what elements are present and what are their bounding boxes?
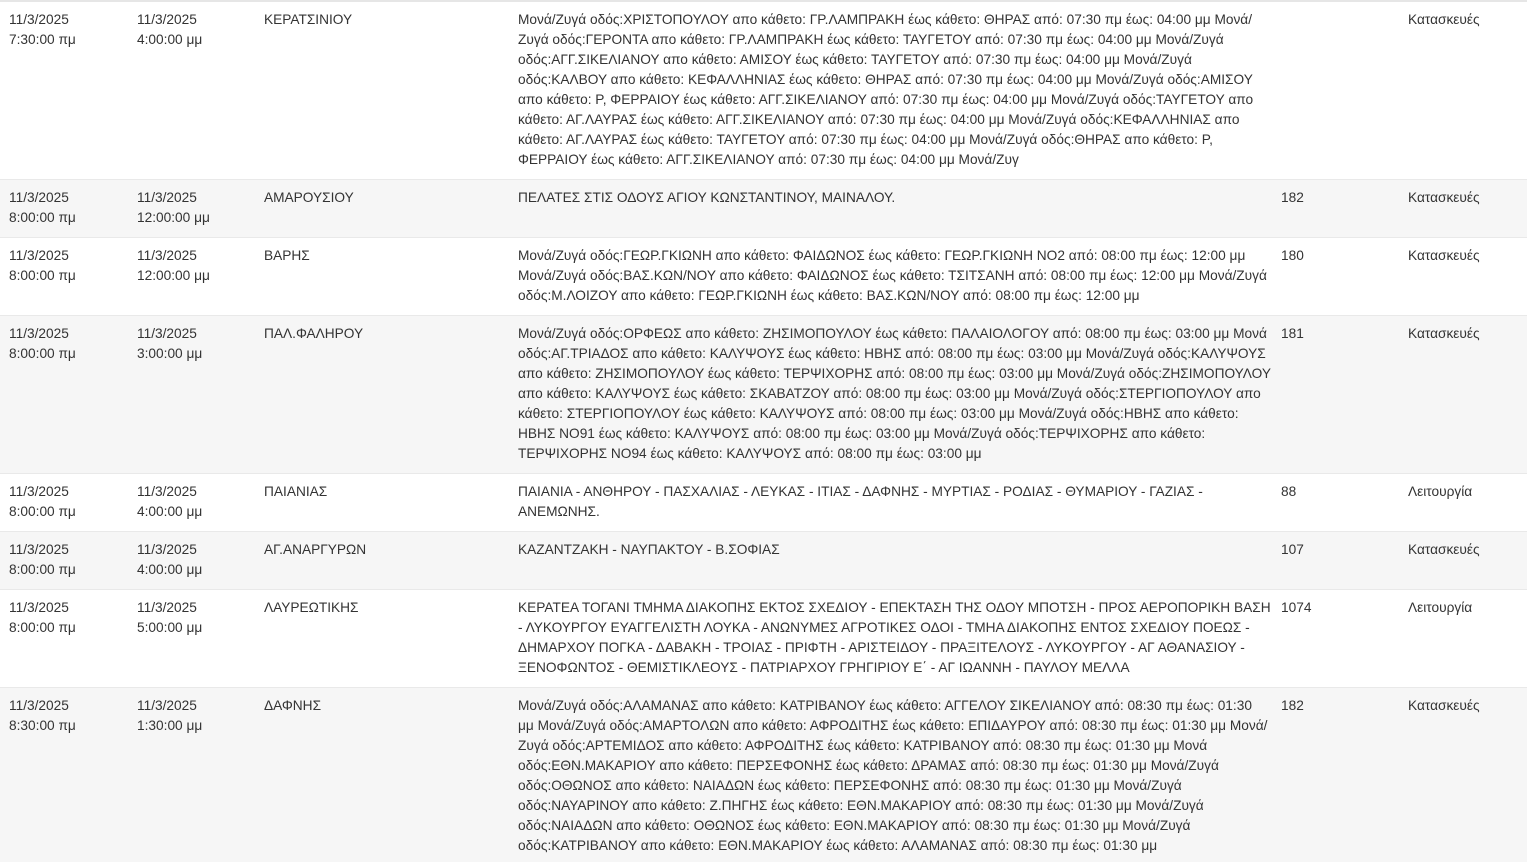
end-datetime-cell (137, 2, 264, 180)
table-row (0, 532, 1527, 590)
affected-streets: Μονά/Ζυγά οδός:ΑΛΑΜΑΝΑΣ απο κάθετο: ΚΑΤΡΙΒΑΝΟΥ έως κάθετο: ΑΓΓΕΛΟΥ ΣΙΚΕΛΙΑΝΟΥ από: 08:30 πμ έως: 01:30 μμ Μονά/Ζυγά οδός:ΑΜΑΡΤΟΛΩΝ απο κάθετο: ΑΦΡΟΔΙΤΗΣ έως κάθετο: ΕΠΙΔΑΥΡΟΥ από: 08:30 πμ έως: 01:30 μμ Μονά/Ζυγά οδός:ΑΡΤΕΜΙΔΟΣ απο κάθετο: ΑΦΡΟΔΙΤΗΣ έως κάθετο: ΚΑΤΡΙΒΑΝΟΥ από: 08:30 πμ έως: 01:30 μμ Μονά οδός:ΕΘΝ.ΜΑΚΑΡΙΟΥ απο κάθετο: ΠΕΡΣΕΦΟΝΗΣ έως κάθετο: ΔΡΑΜΑΣ από: 08:30 πμ έως: 01:30 μμ Μονά/Ζυγά οδός:ΟΘΩΝΟΣ απο κάθετο: ΝΑΙΑΔΩΝ έως κάθετο: ΠΕΡΣΕΦΟΝΗΣ από: 08:30 πμ έως: 01:30 μμ Μονά/Ζυγά οδός:ΝΑΥΑΡΙΝΟΥ απο κάθετο: Ζ.ΠΗΓΗΣ έως κάθετο: ΕΘΝ.ΜΑΚΑΡΙΟΥ από: 08:30 πμ έως: 01:30 μμ Μονά/Ζυγά οδός:ΝΑΙΑΔΩΝ απο κάθετο: ΟΘΩΝΟΣ έως κάθετο: ΕΘΝ.ΜΑΚΑΡΙΟΥ από: 08:30 πμ έως: 01:30 μμ Μονά/Ζυγά οδός:ΚΑΤΡΙΒΑΝΟΥ απο κάθετο: ΕΘΝ.ΜΑΚΑΡΙΟΥ έως κάθετο: ΑΛΑΜΑΝΑΣ από: 08:30 πμ έως: 01:30 μμ (518, 698, 1268, 853)
end-time: 1:30:00 μμ (137, 718, 203, 733)
area-name: ΠΑΛ.ΦΑΛΗΡΟΥ (264, 326, 364, 341)
area-name: ΛΑΥΡΕΩΤΙΚΗΣ (264, 600, 359, 615)
affected-streets: Μονά/Ζυγά οδός:ΟΡΦΕΩΣ απο κάθετο: ΖΗΣΙΜΟΠΟΥΛΟΥ έως κάθετο: ΠΑΛΑΙΟΛΟΓΟΥ από: 08:00 πμ έως: 03:00 μμ Μονά οδός:ΑΓ.ΤΡΙΑΔΟΣ απο κάθετο: ΚΑΛΥΨΟΥΣ έως κάθετο: ΗΒΗΣ από: 08:00 πμ έως: 03:00 μμ Μονά/Ζυγά οδός:ΚΑΛΥΨΟΥΣ απο κάθετο: ΖΗΣΙΜΟΠΟΥΛΟΥ έως κάθετο: ΤΕΡΨΙΧΟΡΗΣ από: 08:00 πμ έως: 03:00 μμ Μονά/Ζυγά οδός:ΖΗΣΙΜΟΠΟΥΛΟΥ απο κάθετο: ΚΑΛΥΨΟΥΣ έως κάθετο: ΣΚΑΒΑΤΖΟΥ από: 08:00 πμ έως: 03:00 μμ Μονά/Ζυγά οδός:ΣΤΕΡΓΙΟΠΟΥΛΟΥ απο κάθετο: ΣΤΕΡΓΙΟΠΟΥΛΟΥ έως κάθετο: ΚΑΛΥΨΟΥΣ από: 08:00 πμ έως: 03:00 μμ Μονά/Ζυγά οδός:ΗΒΗΣ απο κάθετο: ΗΒΗΣ ΝΟ91 έως κάθετο: ΚΑΛΥΨΟΥΣ από: 08:00 πμ έως: 03:00 μμ Μονά/Ζυγά οδός:ΤΕΡΨΙΧΟΡΗΣ απο κάθετο: ΤΕΡΨΙΧΟΡΗΣ ΝΟ94 έως κάθετο: ΚΑΛΥΨΟΥΣ από: 08:00 πμ έως: 03:00 μμ (518, 326, 1271, 461)
end-date: 11/3/2025 (137, 190, 197, 205)
affected-streets: ΠΑΙΑΝΙΑ - ΑΝΘΗΡΟΥ - ΠΑΣΧΑΛΙΑΣ - ΛΕΥΚΑΣ - ΙΤΙΑΣ - ΔΑΦΝΗΣ - ΜΥΡΤΙΑΣ - ΡΟΔΙΑΣ - ΘΥΜΑΡΙΟΥ - ΓΑΖΙΑΣ - ΑΝΕΜΩΝΗΣ. (518, 484, 1203, 519)
code-value: 88 (1281, 484, 1297, 499)
reason-cell (1408, 238, 1527, 316)
code-cell (1281, 2, 1408, 180)
code-cell (1281, 474, 1408, 532)
code-value: 180 (1281, 248, 1304, 263)
end-datetime-cell (137, 238, 264, 316)
end-time: 4:00:00 μμ (137, 32, 203, 47)
start-date: 11/3/2025 (9, 484, 69, 499)
end-date: 11/3/2025 (137, 12, 197, 27)
start-time: 8:00:00 πμ (9, 620, 76, 635)
code-value: 107 (1281, 542, 1304, 557)
reason-cell (1408, 2, 1527, 180)
end-date: 11/3/2025 (137, 326, 197, 341)
code-value: 1074 (1281, 600, 1312, 615)
area-cell (264, 316, 518, 474)
area-cell (264, 180, 518, 238)
start-date: 11/3/2025 (9, 190, 69, 205)
reason-cell (1408, 180, 1527, 238)
reason-cell (1408, 474, 1527, 532)
start-datetime-cell (0, 238, 137, 316)
end-time: 12:00:00 μμ (137, 268, 210, 283)
reason-cell (1408, 532, 1527, 590)
end-time: 4:00:00 μμ (137, 504, 203, 519)
start-datetime-cell (0, 532, 137, 590)
start-date: 11/3/2025 (9, 698, 69, 713)
code-cell (1281, 532, 1408, 590)
start-datetime-cell (0, 688, 137, 862)
reason-value: Λειτουργία (1408, 600, 1473, 615)
affected-streets: ΠΕΛΑΤΕΣ ΣΤΙΣ ΟΔΟΥΣ ΑΓΙΟΥ ΚΩΝΣΤΑΝΤΙΝΟΥ, ΜΑΙΝΑΛΟΥ. (518, 190, 896, 205)
reason-value: Κατασκευές (1408, 190, 1480, 205)
streets-cell (518, 474, 1281, 532)
end-time: 4:00:00 μμ (137, 562, 203, 577)
streets-cell (518, 180, 1281, 238)
end-time: 3:00:00 μμ (137, 346, 203, 361)
end-date: 11/3/2025 (137, 698, 197, 713)
streets-cell (518, 316, 1281, 474)
code-cell (1281, 316, 1408, 474)
affected-streets: ΚΕΡΑΤΕΑ ΤΟΓΑΝΙ ΤΜΗΜΑ ΔΙΑΚΟΠΗΣ ΕΚΤΟΣ ΣΧΕΔΙΟΥ - ΕΠΕΚΤΑΣΗ ΤΗΣ ΟΔΟΥ ΜΠΟΤΣΗ - ΠΡΟΣ ΑΕΡΟΠΟΡΙΚΗ ΒΑΣΗ - ΛΥΚΟΥΡΓΟΥ ΕΥΑΓΓΕΛΙΣΤΗ ΛΟΥΚΑ - ΑΝΩΝΥΜΕΣ ΑΓΡΟΤΙΚΕΣ ΟΔΟΙ - ΤΜΗΑ ΔΙΑΚΟΠΗΣ ΕΝΤΟΣ ΣΧΕΔΙΟΥ ΠΟΕΩΣ - ΔΗΜΑΡΧΟΥ ΠΟΓΚΑ - ΔΑΒΑΚΗ - ΤΡΟΙΑΣ - ΠΡΙΦΤΗ - ΑΡΙΣΤΕΙΔΟΥ - ΠΡΑΞΙΤΕΛΟΥΣ - ΛΥΚΟΥΡΓΟΥ - ΑΓ ΑΘΑΝΑΣΙΟΥ - ΞΕΝΟΦΩΝΤΟΣ - ΘΕΜΙΣΤΙΚΛΕΟΥΣ - ΠΑΤΡΙΑΡΧΟΥ ΓΡΗΓΙΡΙΟΥ Ε΄ - ΑΓ ΙΩΑΝΝΗ - ΠΑΥΛΟΥ ΜΕΛΛΑ (518, 600, 1271, 675)
reason-value: Λειτουργία (1408, 484, 1473, 499)
start-date: 11/3/2025 (9, 248, 69, 263)
code-value: 182 (1281, 190, 1304, 205)
start-time: 7:30:00 πμ (9, 32, 76, 47)
area-name: ΒΑΡΗΣ (264, 248, 310, 263)
end-time: 5:00:00 μμ (137, 620, 203, 635)
start-datetime-cell (0, 590, 137, 688)
end-time: 12:00:00 μμ (137, 210, 210, 225)
table-row (0, 238, 1527, 316)
area-cell (264, 532, 518, 590)
start-date: 11/3/2025 (9, 600, 69, 615)
table-row (0, 688, 1527, 862)
reason-value: Κατασκευές (1408, 698, 1480, 713)
start-datetime-cell (0, 2, 137, 180)
streets-cell (518, 532, 1281, 590)
code-value: 181 (1281, 326, 1304, 341)
end-date: 11/3/2025 (137, 600, 197, 615)
reason-value: Κατασκευές (1408, 12, 1480, 27)
end-date: 11/3/2025 (137, 542, 197, 557)
table-row (0, 2, 1527, 180)
table-row (0, 474, 1527, 532)
start-time: 8:30:00 πμ (9, 718, 76, 733)
code-value: 182 (1281, 698, 1304, 713)
area-name: ΚΕΡΑΤΣΙΝΙΟΥ (264, 12, 353, 27)
end-date: 11/3/2025 (137, 248, 197, 263)
start-time: 8:00:00 πμ (9, 562, 76, 577)
end-datetime-cell (137, 180, 264, 238)
start-datetime-cell (0, 316, 137, 474)
area-name: ΔΑΦΝΗΣ (264, 698, 322, 713)
streets-cell (518, 2, 1281, 180)
start-date: 11/3/2025 (9, 542, 69, 557)
end-datetime-cell (137, 688, 264, 862)
area-cell (264, 590, 518, 688)
table-row (0, 180, 1527, 238)
outages-table (0, 2, 1527, 862)
streets-cell (518, 238, 1281, 316)
affected-streets: ΚΑΖΑΝΤΖΑΚΗ - ΝΑΥΠΑΚΤΟΥ - Β.ΣΟΦΙΑΣ (518, 542, 780, 557)
start-datetime-cell (0, 474, 137, 532)
area-cell (264, 688, 518, 862)
streets-cell (518, 688, 1281, 862)
code-cell (1281, 238, 1408, 316)
start-date: 11/3/2025 (9, 326, 69, 341)
code-cell (1281, 180, 1408, 238)
area-cell (264, 238, 518, 316)
reason-value: Κατασκευές (1408, 542, 1480, 557)
end-date: 11/3/2025 (137, 484, 197, 499)
start-datetime-cell (0, 180, 137, 238)
area-name: ΠΑΙΑΝΙΑΣ (264, 484, 328, 499)
reason-value: Κατασκευές (1408, 248, 1480, 263)
end-datetime-cell (137, 316, 264, 474)
area-cell (264, 474, 518, 532)
code-cell (1281, 590, 1408, 688)
end-datetime-cell (137, 590, 264, 688)
reason-value: Κατασκευές (1408, 326, 1480, 341)
area-name: ΑΜΑΡΟΥΣΙΟΥ (264, 190, 354, 205)
code-cell (1281, 688, 1408, 862)
streets-cell (518, 590, 1281, 688)
affected-streets: Μονά/Ζυγά οδός:ΧΡΙΣΤΟΠΟΥΛΟΥ απο κάθετο: ΓΡ.ΛΑΜΠΡΑΚΗ έως κάθετο: ΘΗΡΑΣ από: 07:30 πμ έως: 04:00 μμ Μονά/Ζυγά οδός:ΓΕΡΟΝΤΑ απο κάθετο: ΓΡ.ΛΑΜΠΡΑΚΗ έως κάθετο: ΤΑΥΓΕΤΟΥ από: 07:30 πμ έως: 04:00 μμ Μονά/Ζυγά οδός:ΑΓΓ.ΣΙΚΕΛΙΑΝΟΥ απο κάθετο: ΑΜΙΣΟΥ έως κάθετο: ΤΑΥΓΕΤΟΥ από: 07:30 πμ έως: 04:00 μμ Μονά/Ζυγά οδός:ΚΑΛΒΟΥ απο κάθετο: ΚΕΦΑΛΛΗΝΙΑΣ έως κάθετο: ΘΗΡΑΣ από: 07:30 πμ έως: 04:00 μμ Μονά/Ζυγά οδός:ΑΜΙΣΟΥ απο κάθετο: Ρ, ΦΕΡΡΑΙΟΥ έως κάθετο: ΑΓΓ.ΣΙΚΕΛΙΑΝΟΥ από: 07:30 πμ έως: 04:00 μμ Μονά/Ζυγά οδός:ΤΑΥΓΕΤΟΥ απο κάθετο: ΑΓ.ΛΑΥΡΑΣ έως κάθετο: ΑΓΓ.ΣΙΚΕΛΙΑΝΟΥ από: 07:30 πμ έως: 04:00 μμ Μονά/Ζυγά οδός:ΚΕΦΑΛΛΗΝΙΑΣ απο κάθετο: ΑΓ.ΛΑΥΡΑΣ έως κάθετο: ΤΑΥΓΕΤΟΥ από: 07:30 πμ έως: 04:00 μμ Μονά/Ζυγά οδός:ΘΗΡΑΣ απο κάθετο: Ρ, ΦΕΡΡΑΙΟΥ έως κάθετο: ΑΓΓ.ΣΙΚΕΛΙΑΝΟΥ από: 07:30 πμ έως: 04:00 μμ Μονά/Ζυγ (518, 12, 1254, 167)
reason-cell (1408, 316, 1527, 474)
start-time: 8:00:00 πμ (9, 346, 76, 361)
start-time: 8:00:00 πμ (9, 210, 76, 225)
reason-cell (1408, 590, 1527, 688)
end-datetime-cell (137, 532, 264, 590)
table-row (0, 590, 1527, 688)
start-time: 8:00:00 πμ (9, 504, 76, 519)
area-name: ΑΓ.ΑΝΑΡΓΥΡΩΝ (264, 542, 367, 557)
start-date: 11/3/2025 (9, 12, 69, 27)
outages-table-body (0, 2, 1527, 862)
start-time: 8:00:00 πμ (9, 268, 76, 283)
reason-cell (1408, 688, 1527, 862)
end-datetime-cell (137, 474, 264, 532)
table-row (0, 316, 1527, 474)
affected-streets: Μονά/Ζυγά οδός:ΓΕΩΡ.ΓΚΙΩΝΗ απο κάθετο: ΦΑΙΔΩΝΟΣ έως κάθετο: ΓΕΩΡ.ΓΚΙΩΝΗ ΝΟ2 από: 08:00 πμ έως: 12:00 μμ Μονά/Ζυγά οδός:ΒΑΣ.ΚΩΝ/ΝΟΥ απο κάθετο: ΦΑΙΔΩΝΟΣ έως κάθετο: ΤΣΙΤΣΑΝΗ από: 08:00 πμ έως: 12:00 μμ Μονά/Ζυγά οδός:Μ.ΛΟΙΖΟΥ απο κάθετο: ΓΕΩΡ.ΓΚΙΩΝΗ έως κάθετο: ΒΑΣ.ΚΩΝ/ΝΟΥ από: 08:00 πμ έως: 12:00 μμ (518, 248, 1267, 303)
area-cell (264, 2, 518, 180)
